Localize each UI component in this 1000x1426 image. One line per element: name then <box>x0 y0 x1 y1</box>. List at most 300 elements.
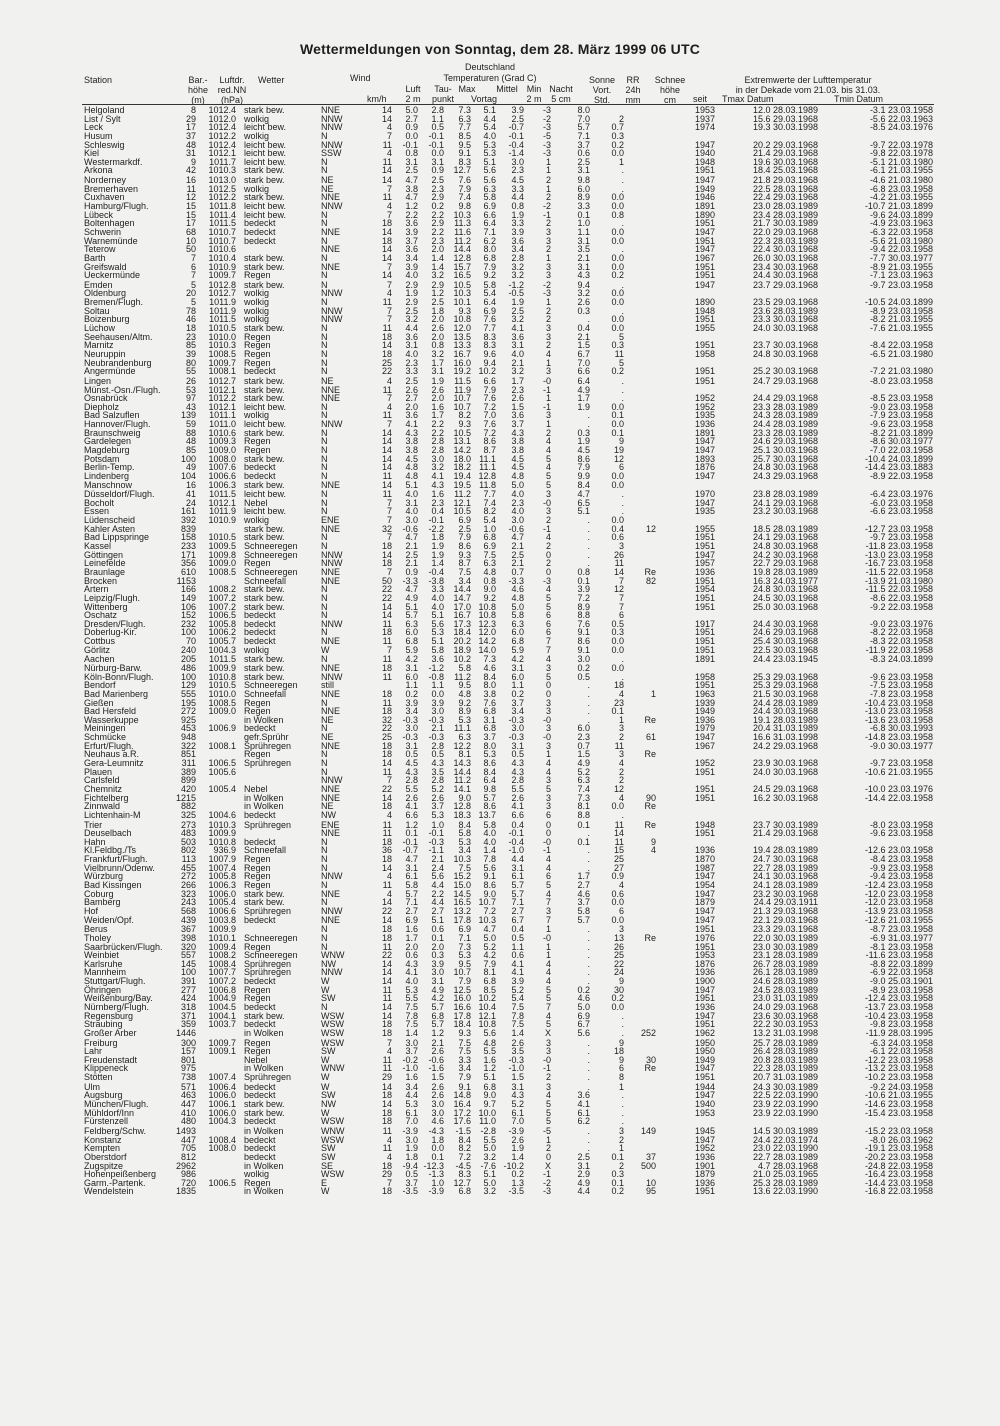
max-vortag: 12.1 <box>453 497 471 508</box>
wind-speed: 11 <box>382 1063 392 1074</box>
min-2m: -0.4 <box>508 836 524 847</box>
seit: 1936 <box>694 1001 715 1012</box>
wind-richtung: NE <box>321 732 334 743</box>
tmax-datum: 23.6 30.03.1968 <box>752 1010 818 1021</box>
wind-speed: 22 <box>381 783 392 794</box>
luftdruck: 1006.5 <box>208 1177 236 1188</box>
wetter: wolkig <box>244 515 270 526</box>
station-name: Oschatz <box>84 610 118 621</box>
nacht-5cm: 3 <box>545 226 551 237</box>
wind-speed: 11 <box>382 410 392 421</box>
rr-24h: 4 <box>618 688 624 699</box>
wetter: wolkig <box>244 113 270 124</box>
wind-speed: 7 <box>386 566 392 577</box>
wetter: stark bew. <box>244 165 285 176</box>
min-2m: 7.5 <box>511 1019 524 1030</box>
tmax-datum: 4.7 28.03.1968 <box>757 1160 818 1171</box>
tmax-datum: 22.0 29.03.1968 <box>752 226 818 237</box>
max-vortag: 2.5 <box>458 523 471 534</box>
max-vortag: 11.2 <box>454 235 471 246</box>
bar-hoehe: 801 <box>180 1054 196 1065</box>
luftdruck: 1004.3 <box>208 1116 236 1127</box>
schneehoehe: Re <box>644 801 656 812</box>
mittel: 9.6 <box>483 348 496 359</box>
rr-24h: 23 <box>613 697 624 708</box>
min-2m: 4.1 <box>511 801 524 812</box>
luft-temp: 3.8 <box>405 436 418 447</box>
tmin-datum: -9.9 23.03.1958 <box>869 862 933 873</box>
tmax-datum: 22.2 30.03.1953 <box>752 1019 818 1030</box>
wind-speed: 7 <box>386 497 392 508</box>
wind-richtung: NE <box>321 801 334 812</box>
tmin-datum: -6.9 22.03.1958 <box>869 967 933 978</box>
luft-temp: 3.6 <box>405 331 418 342</box>
station-name: Neuhaus a.R. <box>84 749 140 760</box>
wetter: wolkig <box>244 410 270 421</box>
rr-24h: 30 <box>613 984 624 995</box>
nacht-5cm: 7 <box>545 897 551 908</box>
station-name: Doberlug-Kir. <box>84 627 137 638</box>
max-vortag: 5.3 <box>458 714 471 725</box>
sonne: 4.5 <box>577 444 590 455</box>
tmin-datum: -9.7 23.03.1958 <box>869 758 933 769</box>
max-vortag: 12.8 <box>453 801 471 812</box>
wetter: stark bew. <box>244 261 285 272</box>
tmin-datum: -13.9 21.03.1980 <box>864 575 933 586</box>
bar-hoehe: 16 <box>185 175 196 186</box>
max-vortag: 7.2 <box>458 1151 471 1162</box>
wetter: Regen <box>244 558 271 569</box>
nacht-5cm: 7 <box>545 644 551 655</box>
luft-temp: -0.6 <box>402 523 418 534</box>
luft-temp: 3.1 <box>405 740 418 751</box>
sonne: 0.3 <box>577 305 590 316</box>
nacht-5cm: -1 <box>542 384 551 395</box>
wetter: Sprühregen <box>244 905 292 916</box>
luftdruck: 1009.7 <box>208 1037 236 1048</box>
wetter: stark bew. <box>244 1010 285 1021</box>
wind-richtung: NNW <box>321 775 343 786</box>
bar-hoehe: 106 <box>180 601 196 612</box>
nacht-5cm: -2 <box>542 201 551 212</box>
header-extremwerte: Extremwerte der Lufttemperatur in der Dekade vom 21.03. bis 31.03. <box>735 75 881 95</box>
tmin-datum: -8.2 21.03.1899 <box>869 427 933 438</box>
tmin-datum: -8.9 21.03.1955 <box>869 261 933 272</box>
luft-temp: 4.9 <box>405 592 418 603</box>
wetter: leicht bew. <box>244 139 287 150</box>
luftdruck: 1012.2 <box>208 192 236 203</box>
mittel: 4.7 <box>483 924 496 935</box>
tmax-datum: 19.8 28.03.1989 <box>752 566 818 577</box>
wetter: stark bew. <box>244 192 285 203</box>
wind-richtung: NNE <box>321 888 341 899</box>
tmax-datum: 24.3 28.03.1989 <box>752 410 818 421</box>
nacht-5cm: 5 <box>545 1099 551 1110</box>
luftdruck: 1012.7 <box>208 288 236 299</box>
schneehoehe: 9 <box>650 836 656 847</box>
wind-speed: 25 <box>381 732 392 743</box>
sonne: 0.4 <box>577 323 590 334</box>
station-name: Stötten <box>84 1072 113 1083</box>
station-name: Schleswig <box>84 139 125 150</box>
mittel: 8.6 <box>483 758 496 769</box>
station-name: Marnitz <box>84 340 114 351</box>
max-vortag: 11.3 <box>454 218 471 229</box>
taupunkt: 2.0 <box>431 244 444 255</box>
schneehoehe: 4 <box>650 845 656 856</box>
taupunkt: 5.1 <box>431 914 444 925</box>
seit: 1893 <box>694 453 715 464</box>
header-tmin-datum: Tmin Datum <box>834 94 884 104</box>
station-name: Frankfurt/Flugh. <box>84 854 148 865</box>
wind-speed: 18 <box>381 801 392 812</box>
min-2m: 3.8 <box>511 444 524 455</box>
tmax-datum: 26.1 28.03.1989 <box>752 967 818 978</box>
mittel: 14.2 <box>478 636 496 647</box>
max-vortag: 19.2 <box>453 366 471 377</box>
tmax-datum: 22.7 29.03.1968 <box>752 558 818 569</box>
station-name: Mühldorf/Inn <box>84 1107 135 1118</box>
wind-speed: 18 <box>381 218 392 229</box>
tmin-datum: -12.6 23.03.1958 <box>864 845 933 856</box>
luft-temp: 3.6 <box>405 218 418 229</box>
luftdruck: 1008.1 <box>208 740 236 751</box>
station-name: Bad Kissingen <box>84 880 142 891</box>
tmax-datum: 22.7 28.03.1989 <box>752 862 818 873</box>
luft-temp: 2.0 <box>405 941 418 952</box>
wind-richtung: NE <box>321 175 334 186</box>
seit: 1950 <box>694 1037 715 1048</box>
luftdruck: 1012.4 <box>208 122 236 133</box>
max-vortag: 9.3 <box>458 1027 471 1038</box>
sonne: 6.4 <box>577 375 590 386</box>
station-name: Großer Arber <box>84 1027 137 1038</box>
wetter: bedeckt <box>244 1090 276 1101</box>
luftdruck: 1004.1 <box>208 1010 236 1021</box>
max-vortag: 9.3 <box>458 419 471 430</box>
luft-temp: -0.1 <box>402 139 418 150</box>
bar-hoehe: 812 <box>180 1151 196 1162</box>
nacht-5cm: 2 <box>545 175 551 186</box>
luft-temp: 2.3 <box>405 357 418 368</box>
station-name: Greifswald <box>84 261 127 272</box>
nacht-5cm: 3 <box>545 261 551 272</box>
nacht-5cm: -5 <box>542 130 551 141</box>
min-2m: 6.6 <box>511 809 524 820</box>
mittel: 6.6 <box>483 209 496 220</box>
wind-speed: 14 <box>381 1099 392 1110</box>
wind-speed: 4 <box>386 809 392 820</box>
nacht-5cm: 4 <box>545 766 551 777</box>
taupunkt: 5.2 <box>431 783 444 794</box>
sonne: 1.9 <box>577 401 590 412</box>
rr-24h: 0.0 <box>611 226 624 237</box>
tmin-datum: -13.7 23.03.1958 <box>864 1001 933 1012</box>
mittel: 4.0 <box>483 836 496 847</box>
bar-hoehe: 37 <box>185 130 196 141</box>
station-name: Chemnitz <box>84 783 123 794</box>
schneehoehe: Re <box>644 819 656 830</box>
taupunkt: 2.3 <box>431 183 444 194</box>
station-name: Köln-Bonn/Flugh. <box>84 671 154 682</box>
luft-temp: 4.7 <box>405 192 418 203</box>
wind-richtung: N <box>321 497 328 508</box>
luft-temp: 0.2 <box>405 688 418 699</box>
max-vortag: 15.0 <box>453 880 471 891</box>
bar-hoehe: 59 <box>185 419 196 430</box>
rr-24h: 12 <box>613 584 624 595</box>
tmin-datum: -12.0 23.03.1958 <box>864 888 933 899</box>
min-2m: 1.4 <box>511 1151 524 1162</box>
taupunkt: 0.9 <box>431 165 444 176</box>
max-vortag: 14.4 <box>453 584 471 595</box>
bar-hoehe: 720 <box>180 1177 196 1188</box>
wind-richtung: WSW <box>321 1019 344 1030</box>
luft-temp: 3.0 <box>405 723 418 734</box>
min-2m: 3.9 <box>511 105 524 115</box>
bar-hoehe: 882 <box>180 801 196 812</box>
station-name: Neuruppin <box>84 348 126 359</box>
bar-hoehe: 15 <box>185 201 196 212</box>
wetter: Schneeregen <box>244 932 298 943</box>
taupunkt: 1.7 <box>431 357 444 368</box>
mittel: 5.2 <box>483 941 496 952</box>
nacht-5cm: -1 <box>542 209 551 220</box>
luftdruck: 1006.3 <box>208 479 236 490</box>
min-2m: 3.8 <box>511 436 524 447</box>
wetter: Regen <box>244 436 271 447</box>
mittel: 10.2 <box>478 366 496 377</box>
tmax-datum: 22.7 28.03.1989 <box>752 1151 818 1162</box>
taupunkt: 2.2 <box>431 226 444 237</box>
station-name: Weiden/Opf. <box>84 914 134 925</box>
wetter: leicht bew. <box>244 401 287 412</box>
max-vortag: 10.7 <box>453 401 471 412</box>
min-2m: 4.5 <box>511 175 524 186</box>
nacht-5cm: 1 <box>545 156 551 167</box>
tmax-datum: 23.9 22.03.1990 <box>752 1107 818 1118</box>
rr-24h: 5 <box>618 357 624 368</box>
wind-speed: 11 <box>382 323 392 334</box>
station-name: Aachen <box>84 654 115 665</box>
sonne: . <box>587 1046 590 1057</box>
tmin-datum: -8.9 23.03.1958 <box>869 984 933 995</box>
seit: 1946 <box>694 192 715 203</box>
rr-24h: . <box>621 165 624 176</box>
rr-24h: . <box>621 497 624 508</box>
sonne: . <box>587 706 590 717</box>
nacht-5cm: -2 <box>542 1177 551 1188</box>
rr-24h: 14 <box>613 828 624 839</box>
header-seit: seit <box>693 94 708 104</box>
station-name: Oldenburg <box>84 288 127 299</box>
wind-speed: 4 <box>386 1046 392 1057</box>
rr-24h: 27 <box>613 862 624 873</box>
min-2m: 3.4 <box>511 244 524 255</box>
tmin-datum: -9.6 23.03.1958 <box>869 828 933 839</box>
wind-speed: 18 <box>381 348 392 359</box>
max-vortag: 7.9 <box>458 183 471 194</box>
max-vortag: 16.7 <box>453 610 471 621</box>
tmin-datum: -6.3 22.03.1958 <box>869 226 933 237</box>
sonne: 4.4 <box>577 1186 590 1197</box>
luftdruck: 1011.9 <box>209 305 236 316</box>
max-vortag: 5.8 <box>458 828 471 839</box>
min-2m: 2.6 <box>511 792 524 803</box>
wetter: wolkig <box>244 183 270 194</box>
tmin-datum: -14.4 23.03.1883 <box>864 462 933 473</box>
nacht-5cm: -1 <box>542 845 551 856</box>
luftdruck: 1008.5 <box>208 348 236 359</box>
min-2m: 5.5 <box>511 783 524 794</box>
wetter: bedeckt <box>244 1134 276 1145</box>
min-2m: 1.5 <box>511 1072 524 1083</box>
bar-hoehe: 555 <box>180 688 196 699</box>
bar-hoehe: 371 <box>180 1010 196 1021</box>
tmin-datum: -9.0 23.03.1958 <box>869 401 933 412</box>
sonne: 6.3 <box>577 775 590 786</box>
sonne: . <box>587 1072 590 1083</box>
wetter: Schneeregen <box>244 541 298 552</box>
min-2m: -0.1 <box>508 130 524 141</box>
wetter: Regen <box>244 749 271 760</box>
wind-richtung: N <box>321 627 328 638</box>
station-name: Plauen <box>84 766 113 777</box>
sonne: 8.1 <box>577 801 590 812</box>
wind-speed: 18 <box>381 1027 392 1038</box>
taupunkt: 2.6 <box>431 384 444 395</box>
wind-richtung: N <box>321 453 328 464</box>
tmax-datum: 23.7 30.03.1968 <box>752 340 818 351</box>
schneehoehe: 12 <box>645 523 656 534</box>
sonne: 6.7 <box>577 348 590 359</box>
rr-24h: 0.0 <box>611 252 624 263</box>
luftdruck: 1006.4 <box>208 1081 236 1092</box>
min-2m: -10.2 <box>503 1160 524 1171</box>
taupunkt: 3.5 <box>431 766 444 777</box>
wind-speed: 14 <box>381 165 392 176</box>
taupunkt: 0.0 <box>431 148 444 159</box>
rr-24h: 9 <box>618 976 624 987</box>
mittel: 6.9 <box>483 201 496 212</box>
luftdruck: 1007.2 <box>208 976 236 987</box>
bar-hoehe: 152 <box>180 610 196 621</box>
max-vortag: 19.5 <box>453 479 471 490</box>
bar-hoehe: 11 <box>186 183 196 194</box>
luftdruck: 1012.0 <box>208 113 236 124</box>
bar-hoehe: 272 <box>180 871 196 882</box>
station-name: Leck <box>84 122 104 133</box>
seit: 1967 <box>694 740 715 751</box>
bar-hoehe: 948 <box>180 732 196 743</box>
max-vortag: 10.8 <box>453 314 471 325</box>
wind-speed: 7 <box>386 209 392 220</box>
taupunkt: 1.4 <box>431 558 444 569</box>
mittel: 5.5 <box>483 1134 496 1145</box>
wind-speed: 4 <box>386 288 392 299</box>
nacht-5cm: 4 <box>545 584 551 595</box>
wind-richtung: W <box>321 644 330 655</box>
wind-richtung: NNE <box>321 688 341 699</box>
max-vortag: 17.6 <box>453 1116 471 1127</box>
bar-hoehe: 2962 <box>175 1160 196 1171</box>
wind-richtung: N <box>321 506 328 517</box>
wind-richtung: W <box>321 1072 330 1083</box>
taupunkt: 0.5 <box>431 749 444 760</box>
tmin-datum: -6.1 22.03.1958 <box>869 1046 933 1057</box>
sonne: . <box>587 1143 590 1154</box>
nacht-5cm: 2 <box>545 1072 551 1083</box>
wind-speed: 22 <box>381 905 392 916</box>
bar-hoehe: 5 <box>190 297 196 308</box>
rr-24h: 4 <box>618 880 624 891</box>
sonne: 8.8 <box>577 809 590 820</box>
nacht-5cm: 6 <box>545 871 551 882</box>
tmax-datum: 24.0 29.03.1968 <box>752 1001 818 1012</box>
luft-temp: 4.8 <box>405 462 418 473</box>
max-vortag: -4.5 <box>455 1160 471 1171</box>
station-name: Regensburg <box>84 1010 134 1021</box>
sonne: 3.0 <box>577 654 590 665</box>
mittel: 10.8 <box>478 601 496 612</box>
wind-richtung: W <box>321 984 330 995</box>
luftdruck: 1008.5 <box>208 697 236 708</box>
min-2m: 3.6 <box>511 410 524 421</box>
station-name: Hohenpeißenberg <box>84 1169 157 1180</box>
luftdruck: 1005.8 <box>208 618 236 629</box>
tmax-datum: 22.4 29.03.1968 <box>752 192 818 203</box>
wetter: Schneeregen <box>244 950 298 961</box>
max-vortag: 3.3 <box>458 1054 471 1065</box>
wetter: in Wolken <box>244 1186 284 1197</box>
tmin-datum: -6.1 21.03.1955 <box>869 165 933 176</box>
bar-hoehe: 447 <box>180 1134 196 1145</box>
taupunkt: 1.0 <box>431 1177 444 1188</box>
luft-temp: 7.0 <box>405 1116 418 1127</box>
wind-speed: 14 <box>381 444 392 455</box>
rr-24h: 11 <box>614 558 624 569</box>
mittel: 8.6 <box>483 436 496 447</box>
luft-temp: 3.8 <box>405 183 418 194</box>
taupunkt: 4.1 <box>431 470 444 481</box>
seit: 1951 <box>694 235 715 246</box>
wind-richtung: N <box>321 697 328 708</box>
taupunkt: 4.3 <box>431 479 444 490</box>
seit: 1951 <box>694 766 715 777</box>
luft-temp: 1.8 <box>405 1151 418 1162</box>
nacht-5cm: 3 <box>545 235 551 246</box>
taupunkt: 4.0 <box>431 601 444 612</box>
wetter: wolkig <box>244 314 270 325</box>
mittel: 3.7 <box>483 732 496 743</box>
min-2m: 2.3 <box>511 165 524 176</box>
mittel: 7.2 <box>483 427 496 438</box>
min-2m: 3.1 <box>511 340 524 351</box>
sonne: 8.9 <box>577 192 590 203</box>
wetter: leicht bew. <box>244 506 287 517</box>
nacht-5cm: 2 <box>545 314 551 325</box>
min-2m: 5.2 <box>511 1099 524 1110</box>
rr-24h: . <box>621 305 624 316</box>
tmin-datum: -12.7 23.03.1958 <box>864 523 933 534</box>
wind-richtung: NNE <box>321 105 341 115</box>
seit: 1951 <box>694 261 715 272</box>
bar-hoehe: 323 <box>180 888 196 899</box>
taupunkt: 0.6 <box>431 924 444 935</box>
tmax-datum: 19.6 30.03.1968 <box>752 156 818 167</box>
mittel: 7.7 <box>483 323 496 334</box>
tmax-datum: 22.1 29.03.1968 <box>752 914 818 925</box>
